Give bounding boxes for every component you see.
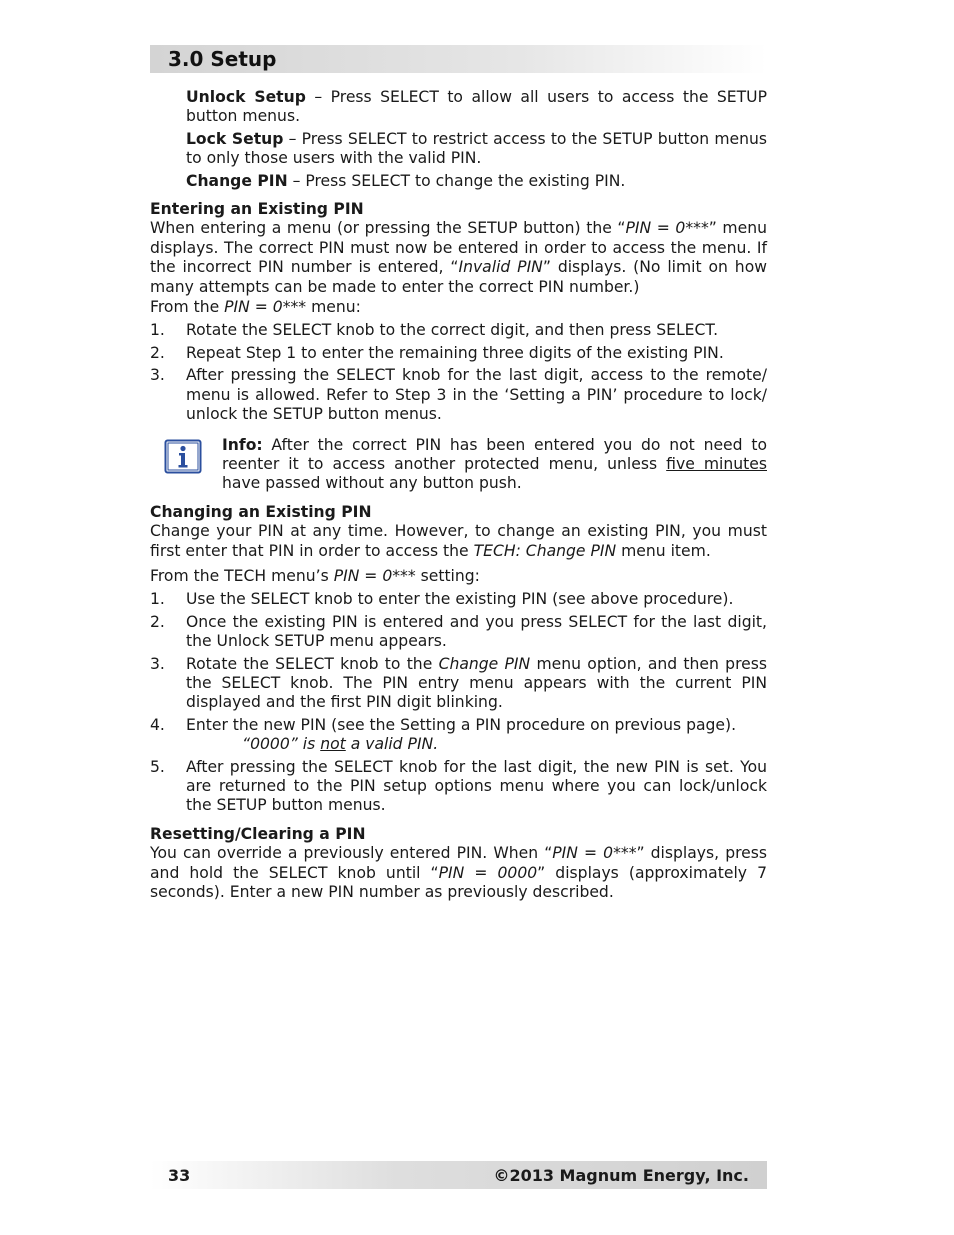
step-text: Rotate the SELECT knob to the correct digit, and then press SELECT.: [186, 321, 719, 340]
step-number: 2.: [150, 343, 165, 362]
text-run: Rotate the SELECT knob to the: [186, 654, 439, 673]
text-run: After the correct PIN has been entered you do not need to reenter it to access another protected menu, unless: [222, 435, 767, 473]
text-run: PIN = 0***: [552, 844, 637, 863]
list-item: [150, 758, 767, 816]
list-item: [150, 366, 767, 424]
underlined-text: five minutes: [666, 454, 767, 473]
info-icon: [164, 439, 202, 474]
text-run: menu item.: [616, 541, 711, 560]
step-number: 1.: [150, 321, 165, 340]
step-number: 2.: [150, 612, 165, 631]
text-run: a valid PIN.: [345, 735, 439, 754]
text-run: PIN = 0000: [438, 863, 538, 882]
text-run: You can override a previously entered PIN. When “: [150, 844, 553, 863]
text-run: menu:: [306, 298, 361, 317]
copyright-text: ©2013 Magnum Energy, Inc.: [493, 1166, 749, 1185]
heading-resetting-pin: Resetting/Clearing a PIN: [150, 824, 366, 843]
list-item: [150, 716, 767, 755]
option-term: Change PIN: [186, 171, 288, 190]
changing-paragraph: [150, 522, 767, 561]
text-run: PIN = 0***: [224, 298, 307, 317]
step-text: Use the SELECT knob to enter the existing PIN (see above procedure).: [186, 590, 734, 609]
changing-intro: [150, 567, 767, 586]
text-run: Change your PIN at any time. However, to change an existing PIN, you must first enter that PIN in order to access the: [150, 522, 767, 560]
step-text: After pressing the SELECT knob for the last digit, access to the remote/ menu is allowed. Refer to Step 3 in the ‘Setting a PIN’ procedure to lock/ unlock the SETUP button menus.: [186, 366, 767, 424]
page-content: [150, 88, 767, 902]
text-run: menu option, and then press the SELECT knob. The PIN entry menu appears with the current PIN displayed and the first PIN digit blinking.: [186, 654, 767, 712]
list-item: [150, 655, 767, 713]
list-item: [150, 613, 767, 652]
text-run: PIN = 0***: [333, 566, 416, 585]
text-run: PIN = 0***: [625, 219, 709, 238]
option-term: Unlock Setup: [186, 88, 306, 106]
step-text: Once the existing PIN is entered and you press SELECT for the last digit, the Unlock SETUP menu appears.: [186, 612, 767, 651]
text-run: Invalid PIN: [458, 258, 543, 277]
text-run: From the TECH menu’s: [150, 566, 334, 585]
text-run: setting:: [415, 566, 480, 585]
text-run: ” displays (approximately 7 seconds). Enter a new PIN number as previously described.: [150, 863, 767, 902]
heading-entering-pin: Entering an Existing PIN: [150, 200, 364, 219]
step-text: [186, 655, 767, 713]
list-item: [150, 590, 767, 609]
step-number: 1.: [150, 590, 165, 609]
resetting-paragraph: [150, 844, 767, 902]
step-number: 3.: [150, 366, 165, 385]
info-text: [150, 436, 767, 494]
underlined-text: not: [320, 735, 346, 754]
step-note: [242, 735, 438, 754]
page-footer: [150, 1161, 767, 1189]
step-text: After pressing the SELECT knob for the last digit, the new PIN is set. You are returned to the PIN setup options menu where you can lock/unlock the SETUP button menus.: [186, 757, 767, 815]
text-run: From the: [150, 298, 225, 317]
page-number: 33: [168, 1166, 191, 1185]
text-run: When entering a menu (or pressing the SETUP button) the “: [150, 219, 626, 238]
step-number: 3.: [150, 654, 165, 673]
text-run: ” menu displays. The correct PIN must now be entered in order to access the menu. If the incorrect PIN number is entered, “: [150, 219, 767, 277]
page-title: 3.0 Setup: [168, 47, 277, 71]
list-item: [150, 344, 767, 363]
entering-intro: [150, 298, 767, 317]
option-text: – Press SELECT to restrict access to the SETUP button menus to only those users with the valid PIN.: [186, 129, 768, 168]
option-term: Lock Setup: [186, 129, 284, 148]
option-text: – Press SELECT to allow all users to access the SETUP button menus.: [186, 88, 767, 126]
text-run: Enter the new PIN (see the Setting a PIN procedure on previous page).: [186, 715, 737, 734]
setup-options: [150, 88, 767, 191]
section-header: [150, 45, 767, 73]
option-change-pin: [186, 172, 767, 191]
text-run: TECH: Change PIN: [473, 541, 617, 560]
info-note: [150, 436, 767, 494]
option-text: – Press SELECT to change the existing PIN.: [287, 171, 626, 190]
info-label: Info:: [222, 435, 263, 454]
text-run: ” displays. (No limit on how many attempts can be made to enter the correct PIN number.): [150, 258, 767, 296]
step-number: 5.: [150, 757, 165, 776]
changing-steps: [150, 590, 767, 815]
text-run: have passed without any button push.: [222, 474, 522, 493]
step-text: Repeat Step 1 to enter the remaining three digits of the existing PIN.: [186, 343, 724, 362]
option-lock-setup: [186, 130, 767, 169]
text-run: “0000” is: [242, 735, 321, 754]
list-item: [150, 321, 767, 340]
text-run: Change PIN: [438, 654, 531, 673]
text-run: ” displays, press and hold the SELECT knob until “: [150, 844, 767, 882]
step-text: [186, 716, 767, 755]
heading-changing-pin: Changing an Existing PIN: [150, 502, 372, 521]
step-number: 4.: [150, 715, 165, 734]
entering-steps: [150, 321, 767, 424]
entering-paragraph: [150, 219, 767, 297]
option-unlock-setup: [186, 88, 767, 127]
